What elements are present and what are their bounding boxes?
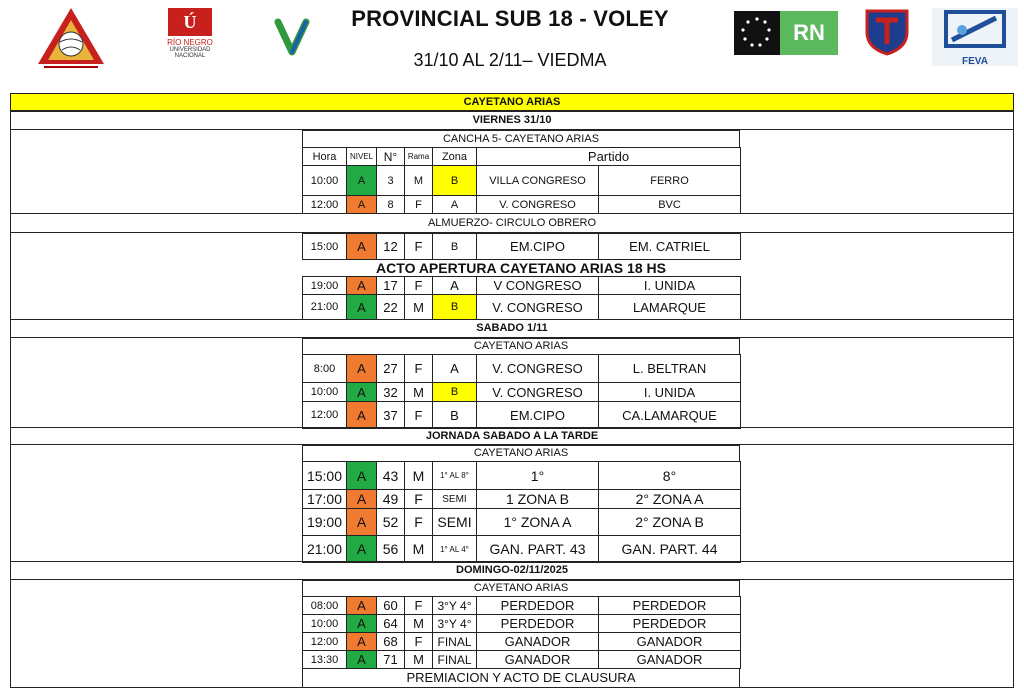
cell-nivel: A [347,490,377,509]
cell-num: 68 [377,633,405,651]
table-row [303,490,741,509]
cell-rama: F [405,355,433,383]
cell-hora: 08:00 [303,597,347,615]
table-row [303,166,741,196]
frame-bottom-line [10,687,1014,688]
cell-hora: 10:00 [303,615,347,633]
table-row [303,295,741,320]
table-row [303,462,741,490]
header-hora: Hora [303,148,347,166]
cell-num: 49 [377,490,405,509]
cell-zona: SEMI [433,509,477,536]
cell-num: 37 [377,402,405,429]
cell-visita: I. UNIDA [599,277,741,295]
cell-rama: M [405,295,433,320]
cell-hora: 10:00 [303,383,347,402]
cell-nivel: A [347,196,377,214]
cell-rama: M [405,536,433,563]
cell-nivel: A [347,383,377,402]
header-partido: Partido [477,148,741,166]
schedule-table-domingo [302,596,741,669]
cell-visita: BVC [599,196,741,214]
cell-zona: B [433,402,477,429]
federacion-voley-logo [36,6,106,72]
cell-nivel: A [347,536,377,563]
table-row [303,651,741,669]
cell-num: 12 [377,234,405,260]
cell-hora: 21:00 [303,536,347,563]
cell-visita: GAN. PART. 44 [599,536,741,563]
cell-local: EM.CIPO [477,402,599,429]
venue-band: CAYETANO ARIAS [10,93,1014,111]
cell-zona: B [433,383,477,402]
table-row [303,196,741,214]
cell-nivel: A [347,651,377,669]
cell-local: V. CONGRESO [477,196,599,214]
table-row [303,234,741,260]
cell-num: 56 [377,536,405,563]
cell-local: PERDEDOR [477,597,599,615]
cell-visita: I. UNIDA [599,383,741,402]
table-row [303,597,741,615]
cell-rama: F [405,402,433,429]
table-row [303,277,741,295]
cell-rama: F [405,597,433,615]
table-row [303,509,741,536]
page-subtitle: 31/10 AL 2/11– VIEDMA [413,50,607,70]
cell-local: GANADOR [477,651,599,669]
day-header-viernes: VIERNES 31/10 [10,111,1014,130]
cell-rama: F [405,633,433,651]
cancha-label-sabado: CAYETANO ARIAS [302,338,740,355]
almuerzo-band: ALMUERZO- CIRCULO OBRERO [10,213,1014,233]
cancha-label-viernes: CANCHA 5- CAYETANO ARIAS [302,130,740,148]
cell-hora: 10:00 [303,166,347,196]
cell-visita: PERDEDOR [599,615,741,633]
cell-zona: 1° AL 4° [433,536,477,563]
cell-local: V. CONGRESO [477,295,599,320]
cell-rama: M [405,462,433,490]
cell-local: 1° [477,462,599,490]
cell-visita: 2° ZONA A [599,490,741,509]
cell-nivel: A [347,166,377,196]
cell-hora: 19:00 [303,277,347,295]
table-row [303,383,741,402]
cell-local: GAN. PART. 43 [477,536,599,563]
cell-num: 3 [377,166,405,196]
cell-local: GANADOR [477,633,599,651]
table-row [303,536,741,563]
cell-nivel: A [347,597,377,615]
cell-rama: F [405,490,433,509]
club-shield-logo [864,8,910,56]
cell-zona: A [433,355,477,383]
cell-local: V. CONGRESO [477,355,599,383]
cell-nivel: A [347,615,377,633]
cell-local: V. CONGRESO [477,383,599,402]
universidad-rio-negro-logo: Ú RÍO NEGRO UNIVERSIDAD NACIONAL [160,8,220,70]
table-row [303,615,741,633]
cell-num: 60 [377,597,405,615]
cell-visita: L. BELTRAN [599,355,741,383]
cell-rama: F [405,277,433,295]
cancha-label-domingo: CAYETANO ARIAS [302,580,740,597]
cell-num: 8 [377,196,405,214]
cell-zona: 3°Y 4° [433,615,477,633]
cell-hora: 19:00 [303,509,347,536]
cell-local: 1° ZONA A [477,509,599,536]
table-header-row [303,148,741,166]
cell-nivel: A [347,509,377,536]
cell-local: 1 ZONA B [477,490,599,509]
cell-rama: F [405,509,433,536]
schedule-table-viernes [302,147,741,214]
cell-visita: 2° ZONA B [599,509,741,536]
schedule-table-viernes-afternoon [302,233,741,260]
header-nivel: NIVEL [347,148,377,166]
cell-num: 17 [377,277,405,295]
schedule-table-tarde [302,461,741,563]
cell-zona: B [433,295,477,320]
cell-nivel: A [347,462,377,490]
cell-local: PERDEDOR [477,615,599,633]
cell-rama: M [405,166,433,196]
day-header-sabado: SABADO 1/11 [10,319,1014,338]
cell-nivel: A [347,402,377,429]
cell-hora: 13:30 [303,651,347,669]
table-row [303,355,741,383]
header-num: N° [377,148,405,166]
day-header-tarde: JORNADA SABADO A LA TARDE [10,427,1014,445]
cell-visita: FERRO [599,166,741,196]
cell-rama: F [405,196,433,214]
cell-num: 64 [377,615,405,633]
schedule-table-sabado [302,354,741,429]
cell-num: 27 [377,355,405,383]
cell-hora: 12:00 [303,402,347,429]
table-row [303,402,741,429]
cell-nivel: A [347,355,377,383]
cell-local: V CONGRESO [477,277,599,295]
cell-nivel: A [347,633,377,651]
cell-visita: 8° [599,462,741,490]
schedule-table-viernes-night [302,276,741,320]
header-rama: Rama [405,148,433,166]
cell-nivel: A [347,295,377,320]
table-row [303,633,741,651]
cell-hora: 15:00 [303,234,347,260]
cell-visita: CA.LAMARQUE [599,402,741,429]
cell-visita: EM. CATRIEL [599,234,741,260]
cell-rama: F [405,234,433,260]
cell-num: 22 [377,295,405,320]
cell-zona: A [433,277,477,295]
page-title: PROVINCIAL SUB 18 - VOLEY [351,6,669,31]
cell-zona: B [433,234,477,260]
cancha-label-tarde: CAYETANO ARIAS [302,445,740,462]
cell-zona: A [433,196,477,214]
cell-nivel: A [347,277,377,295]
day-header-domingo: DOMINGO-02/11/2025 [10,561,1014,580]
cell-num: 43 [377,462,405,490]
cell-local: EM.CIPO [477,234,599,260]
cell-zona: 3°Y 4° [433,597,477,615]
cell-local: VILLA CONGRESO [477,166,599,196]
cell-visita: LAMARQUE [599,295,741,320]
acto-apertura-label: ACTO APERTURA CAYETANO ARIAS 18 HS [376,260,666,276]
cell-hora: 15:00 [303,462,347,490]
cell-visita: GANADOR [599,633,741,651]
cell-zona: 1° AL 8° [433,462,477,490]
cell-zona: B [433,166,477,196]
header-zona: Zona [433,148,477,166]
cell-hora: 12:00 [303,633,347,651]
closing-ceremony-label: PREMIACION Y ACTO DE CLAUSURA [302,668,740,688]
cell-rama: M [405,615,433,633]
cell-hora: 12:00 [303,196,347,214]
cell-hora: 8:00 [303,355,347,383]
rio-negro-province-logo: RN [734,11,838,55]
cell-zona: FINAL [433,633,477,651]
cell-rama: M [405,383,433,402]
cell-zona: FINAL [433,651,477,669]
cell-hora: 21:00 [303,295,347,320]
cell-num: 52 [377,509,405,536]
cell-num: 71 [377,651,405,669]
cell-visita: GANADOR [599,651,741,669]
cell-zona: SEMI [433,490,477,509]
cell-rama: M [405,651,433,669]
cell-visita: PERDEDOR [599,597,741,615]
feva-logo: FEVA [932,8,1018,66]
cell-nivel: A [347,234,377,260]
cell-num: 32 [377,383,405,402]
cell-hora: 17:00 [303,490,347,509]
